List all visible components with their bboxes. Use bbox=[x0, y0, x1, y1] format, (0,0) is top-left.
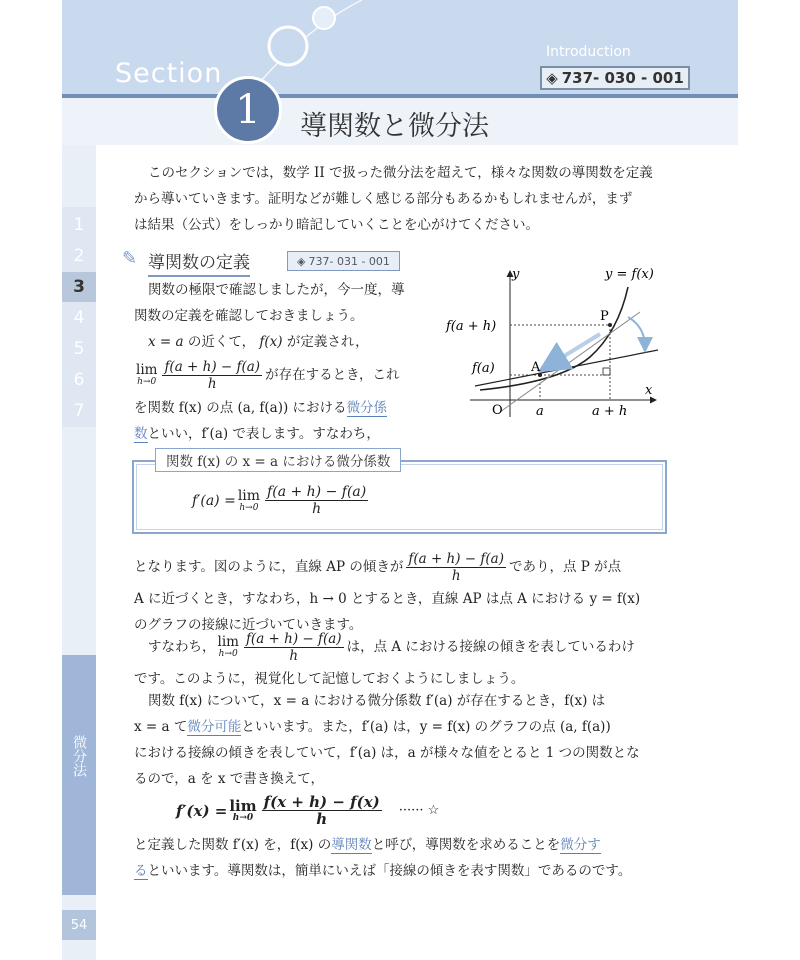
term-link-derivative-coefficient[interactable]: 微分係 bbox=[346, 400, 388, 416]
para4-line: 関数 f(x) について，x = a における微分係数 f′(a) が存在するとき，f(x) は bbox=[148, 693, 606, 709]
limit-operator bbox=[238, 489, 260, 513]
diamond-icon: ◈ bbox=[546, 69, 558, 87]
difference-quotient bbox=[244, 631, 344, 664]
subsection-code-text: 737- 031 - 001 bbox=[308, 254, 390, 268]
x-label: x bbox=[645, 383, 653, 398]
paragraph-4 bbox=[134, 688, 674, 792]
term-link-derivative-coefficient-cont[interactable]: 数 bbox=[134, 426, 148, 442]
frac-num: f(a + h) − f(a) bbox=[245, 630, 342, 647]
frac-den: h bbox=[207, 375, 217, 392]
def-line bbox=[134, 421, 429, 447]
frac-den: h bbox=[289, 647, 299, 664]
para2-line bbox=[134, 548, 674, 586]
nav-item-5[interactable]: 5 bbox=[73, 339, 85, 359]
nav-item-4[interactable]: 4 bbox=[73, 308, 85, 328]
curve-label: y = f(x) bbox=[605, 267, 654, 282]
term-link-differentiable[interactable]: 微分可能 bbox=[187, 719, 242, 735]
formula-lhs: f′(a) = bbox=[192, 492, 236, 509]
lim-sub: h→0 bbox=[239, 502, 259, 513]
intro-line: このセクションでは，数学 II で扱った微分法を超えて，様々な関数の導関数を定義 bbox=[148, 165, 653, 181]
frac-den: h bbox=[316, 810, 328, 828]
difference-quotient bbox=[262, 794, 382, 827]
tangent-graph bbox=[440, 262, 670, 422]
deco-circle-large bbox=[269, 27, 307, 65]
O-label: O bbox=[492, 403, 503, 418]
frac-num: f(a + h) − f(a) bbox=[408, 550, 504, 567]
def-line: 関数の定義を確認しておきましょう。 bbox=[134, 308, 364, 324]
text-run: の近くて， bbox=[187, 334, 256, 350]
frac-num: f(a + h) − f(a) bbox=[164, 358, 261, 375]
section-number: 1 bbox=[214, 76, 282, 144]
paragraph-5 bbox=[134, 832, 674, 884]
lim-sub: h→0 bbox=[232, 812, 254, 823]
diamond-icon: ◈ bbox=[297, 254, 306, 268]
approach-arrow bbox=[548, 334, 600, 366]
subsection-code-badge[interactable] bbox=[287, 251, 400, 271]
para4-line: るので，a を x で書き換えて， bbox=[134, 771, 324, 787]
text-run: といい，f′(a) で表します。すなわち， bbox=[147, 426, 380, 442]
intro-line: から導いていきます。証明などが難しく感じる部分もあるかもしれませんが，まず bbox=[134, 191, 633, 207]
para3-line bbox=[134, 628, 674, 666]
text-run: が存在するとき，これ bbox=[265, 367, 400, 383]
lim-text: lim bbox=[229, 796, 257, 815]
frac-num: f(x + h) − f(x) bbox=[263, 793, 380, 811]
intro-paragraph bbox=[134, 160, 674, 238]
para2-line: のグラフの接線に近づいていきます。 bbox=[134, 617, 363, 633]
fah-label: f(a + h) bbox=[446, 319, 497, 334]
section-code-badge[interactable] bbox=[540, 66, 690, 90]
nav-item-1[interactable]: 1 bbox=[73, 215, 85, 235]
limit-operator bbox=[136, 363, 157, 387]
para4-line: における接線の傾きを表していて，f′(a) は，a が様々な値をとると 1 つの関数とな bbox=[134, 745, 640, 761]
ah-label: a + h bbox=[592, 404, 628, 419]
text-run: と呼び，導関数を求めることを bbox=[371, 837, 561, 853]
secant-line bbox=[500, 312, 640, 412]
A-label: A bbox=[531, 360, 541, 375]
para5-line bbox=[134, 858, 674, 884]
limit-operator bbox=[229, 796, 257, 823]
right-angle-mark bbox=[603, 368, 610, 375]
chapter-side-label: 微分法 bbox=[71, 735, 87, 777]
definition-formula bbox=[192, 484, 371, 517]
intro-line: は結果（公式）をしっかり暗記していくことを心がけてください。 bbox=[134, 217, 539, 233]
subsection-title: 導関数の定義 bbox=[148, 248, 250, 277]
formula-tag: ······ ☆ bbox=[398, 803, 440, 818]
paragraph-3 bbox=[134, 628, 674, 692]
text-run: すなわち， bbox=[148, 639, 216, 655]
term-link-differentiate-cont[interactable]: る bbox=[134, 863, 148, 879]
fa-label: f(a) bbox=[472, 361, 495, 376]
a-label: a bbox=[536, 404, 544, 419]
text-run: といいます。また，f′(a) は，y = f(x) のグラフの点 (a, f(a)) bbox=[241, 719, 611, 735]
lim-text: lim bbox=[237, 487, 261, 504]
para5-line bbox=[134, 832, 674, 858]
formula-lhs: f′(x) = bbox=[176, 801, 228, 820]
def-line: 関数の極限で確認しましたが，今一度，導 bbox=[148, 282, 405, 298]
term-link-differentiate[interactable]: 微分す bbox=[560, 837, 601, 853]
nav-item-2[interactable]: 2 bbox=[73, 246, 85, 266]
nav-item-3[interactable]: 3 bbox=[62, 272, 96, 302]
text-run: であり，点 P が点 bbox=[508, 559, 622, 575]
definition-box-title: 関数 f(x) の x = a における微分係数 bbox=[155, 448, 401, 472]
y-label: y bbox=[512, 267, 520, 282]
text-run: は，点 A における接線の傾きを表しているわけ bbox=[346, 639, 635, 655]
definition-text bbox=[134, 277, 429, 447]
nav-item-6[interactable]: 6 bbox=[73, 370, 85, 390]
frac-den: h bbox=[312, 501, 322, 517]
lim-sub: h→0 bbox=[137, 377, 157, 387]
def-line bbox=[134, 329, 429, 355]
page-number: 54 bbox=[62, 910, 96, 940]
def-limit-line bbox=[134, 355, 429, 395]
text-run: となります。図のように，直線 AP の傾きが bbox=[134, 559, 404, 575]
deco-circle-small bbox=[313, 7, 335, 29]
paragraph-2 bbox=[134, 548, 674, 638]
math-fx: f(x) bbox=[259, 334, 283, 350]
frac-num: f(a + h) − f(a) bbox=[267, 484, 367, 500]
section-code-text: 737- 030 - 001 bbox=[561, 69, 684, 87]
lim-sub: h→0 bbox=[218, 649, 238, 659]
para4-line bbox=[134, 714, 674, 740]
lim-text: lim bbox=[136, 362, 158, 378]
text-run: を関数 f(x) の点 (a, f(a)) における bbox=[134, 400, 347, 416]
secant-slope bbox=[406, 551, 506, 584]
math-x-eq-a: x = a bbox=[148, 334, 184, 350]
introduction-label: Introduction bbox=[546, 44, 631, 60]
difference-quotient bbox=[265, 484, 368, 517]
text-run: といいます。導関数は，簡単にいえば「接線の傾きを表す関数」であるのです。 bbox=[147, 863, 632, 879]
text-run: x = a て bbox=[134, 719, 188, 735]
difference-quotient bbox=[162, 359, 262, 392]
lim-text: lim bbox=[217, 634, 239, 650]
nav-item-7[interactable]: 7 bbox=[73, 401, 85, 421]
frac-den: h bbox=[451, 567, 461, 584]
para2-line: A に近づくとき，すなわち，h → 0 とするとき，直線 AP は点 A における y = f(x) bbox=[134, 591, 641, 607]
derivative-formula bbox=[176, 794, 439, 827]
text-run: と定義した関数 f′(x) を，f(x) の bbox=[134, 837, 332, 853]
term-link-derivative[interactable]: 導関数 bbox=[331, 837, 372, 853]
text-run: が定義され， bbox=[286, 334, 369, 350]
section-word: Section bbox=[115, 58, 223, 89]
def-line bbox=[134, 395, 429, 421]
rotation-arrow bbox=[628, 317, 645, 347]
page-title: 導関数と微分法 bbox=[300, 111, 489, 142]
para3-line: です。このように，視覚化して記憶しておくようにしましょう。 bbox=[134, 671, 525, 687]
pencil-icon: ✎ bbox=[122, 248, 138, 269]
P-label: P bbox=[600, 309, 609, 324]
limit-operator bbox=[218, 635, 239, 659]
